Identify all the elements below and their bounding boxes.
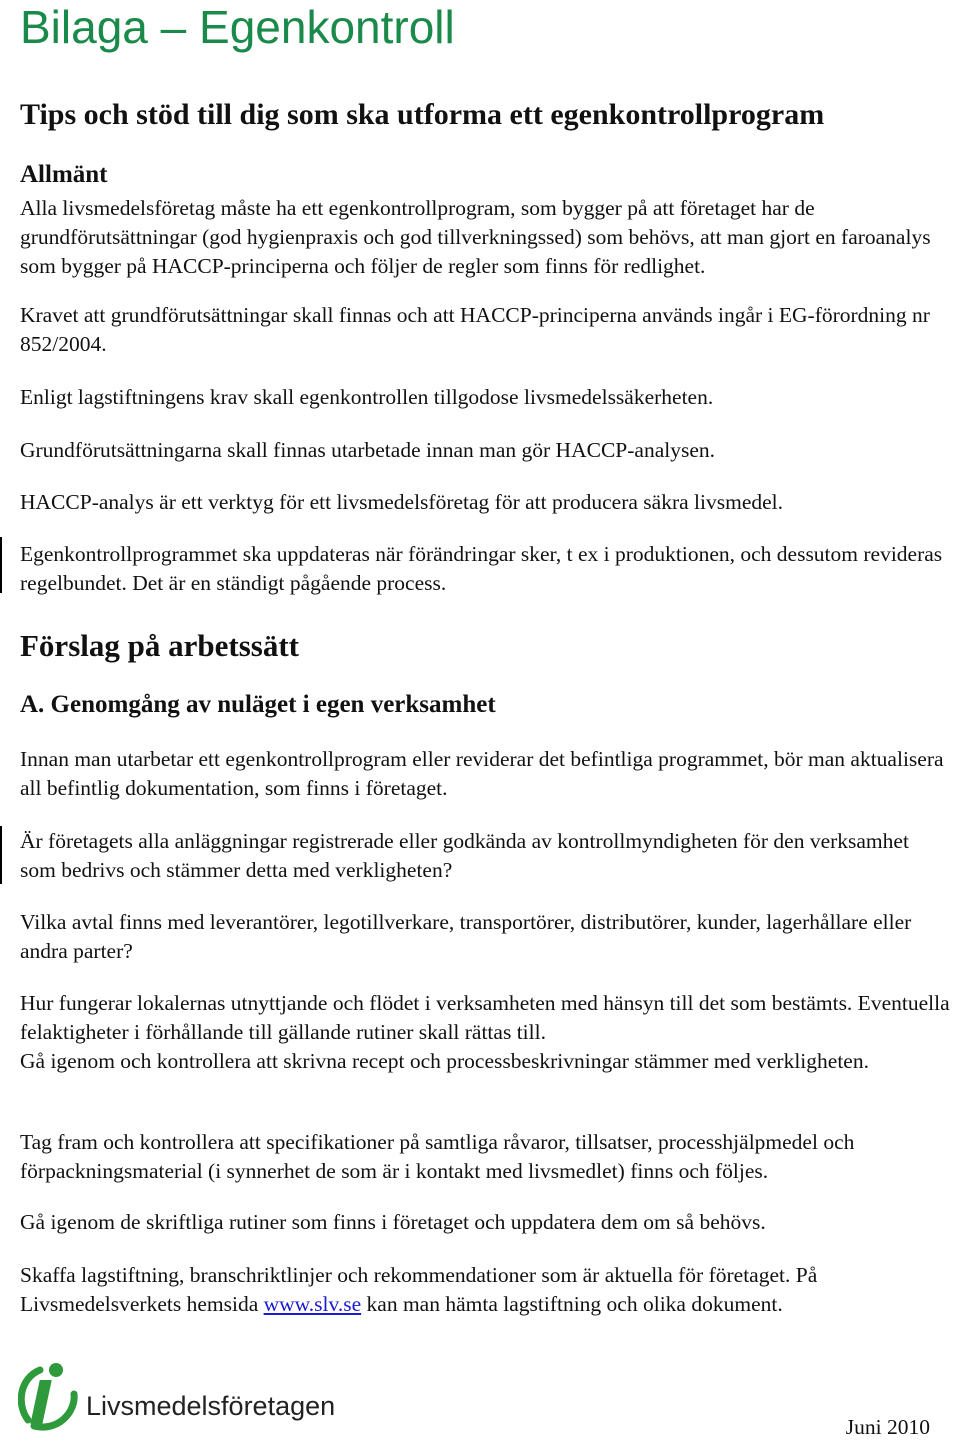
proposal-paragraph-6: Gå igenom de skriftliga rutiner som finns i företaget och uppdatera dem om så behövs.	[20, 1210, 766, 1234]
paragraph-text: kan man hämta lagstiftning och olika dokument.	[361, 1292, 783, 1316]
livsmedelsforetagen-logo	[18, 1360, 336, 1432]
proposal-paragraph-2: Är företagets alla anläggningar registrerade eller godkända av kontrollmyndigheten för den verksamhet som bedrivs och stämmer detta med verkligheten?	[20, 829, 909, 882]
general-paragraph-2: Kravet att grundförutsättningar skall finnas och att HACCP-principerna används ingår i EG-förordning nr 852/2004.	[20, 303, 930, 356]
general-heading: Allmänt	[20, 161, 108, 188]
document-date: Juni 2010	[845, 1415, 930, 1439]
slv-link[interactable]: www.slv.se	[263, 1292, 362, 1316]
proposal-paragraph-7	[20, 1261, 950, 1319]
document-title: Bilaga – Egenkontroll	[20, 1, 455, 53]
logo-emblem-icon	[18, 1360, 82, 1432]
proposal-paragraph-4b: Gå igenom och kontrollera att skrivna recept och processbeskrivningar stämmer med verkligheten.	[20, 1049, 869, 1073]
general-paragraph-3: Enligt lagstiftningens krav skall egenkontrollen tillgodose livsmedelssäkerheten.	[20, 385, 714, 409]
logo-text: Livsmedelsföretagen	[86, 1391, 336, 1421]
section-a-heading: A. Genomgång av nuläget i egen verksamhet	[20, 691, 496, 718]
proposal-paragraph-3: Vilka avtal finns med leverantörer, legotillverkare, transportörer, distributörer, kunder, lagerhållare eller andra parter?	[20, 910, 912, 963]
general-paragraph-5: HACCP-analys är ett verktyg för ett livsmedelsföretag för att producera säkra livsmedel.	[20, 490, 784, 514]
proposal-paragraph-4a: Hur fungerar lokalernas utnyttjande och flödet i verksamheten med hänsyn till det som bestämts. Eventuella felaktigheter i förhållande till gällande rutiner skall rättas till.	[20, 991, 950, 1044]
proposal-paragraph-1: Innan man utarbetar ett egenkontrollprogram eller reviderar det befintliga programmet, bör man aktualisera all befintlig dokumentation, som finns i företaget.	[20, 747, 944, 800]
proposal-paragraph-5: Tag fram och kontrollera att specifikationer på samtliga råvaror, tillsatser, processhjälpmedel och förpackningsmaterial (i synnerhet de som är i kontakt med livsmedlet) finns och följes.	[20, 1130, 855, 1183]
general-paragraph-1: Alla livsmedelsföretag måste ha ett egenkontrollprogram, som bygger på att företaget har de grundförutsättningar (god hygienpraxis och god tillverkningssed) som behövs, att man gjort en faroanalys som bygger på HACCP-principerna och följer de regler som finns för redlighet.	[20, 196, 931, 278]
revision-bar	[0, 537, 2, 593]
proposal-heading: Förslag på arbetssätt	[20, 628, 299, 663]
paragraph-text: Skaffa lagstiftning, branschriktlinjer och rekommendationer som är aktuella för företaget. På Livsmedelsverkets hemsida	[20, 1263, 818, 1316]
general-paragraph-6: Egenkontrollprogrammet ska uppdateras när förändringar sker, t ex i produktionen, och dessutom revideras regelbundet. Det är en ständigt pågående process.	[20, 542, 943, 595]
document-subtitle: Tips och stöd till dig som ska utforma ett egenkontrollprogram	[20, 98, 825, 131]
general-paragraph-4: Grundförutsättningarna skall finnas utarbetade innan man gör HACCP-analysen.	[20, 438, 715, 462]
revision-bar	[0, 826, 2, 884]
